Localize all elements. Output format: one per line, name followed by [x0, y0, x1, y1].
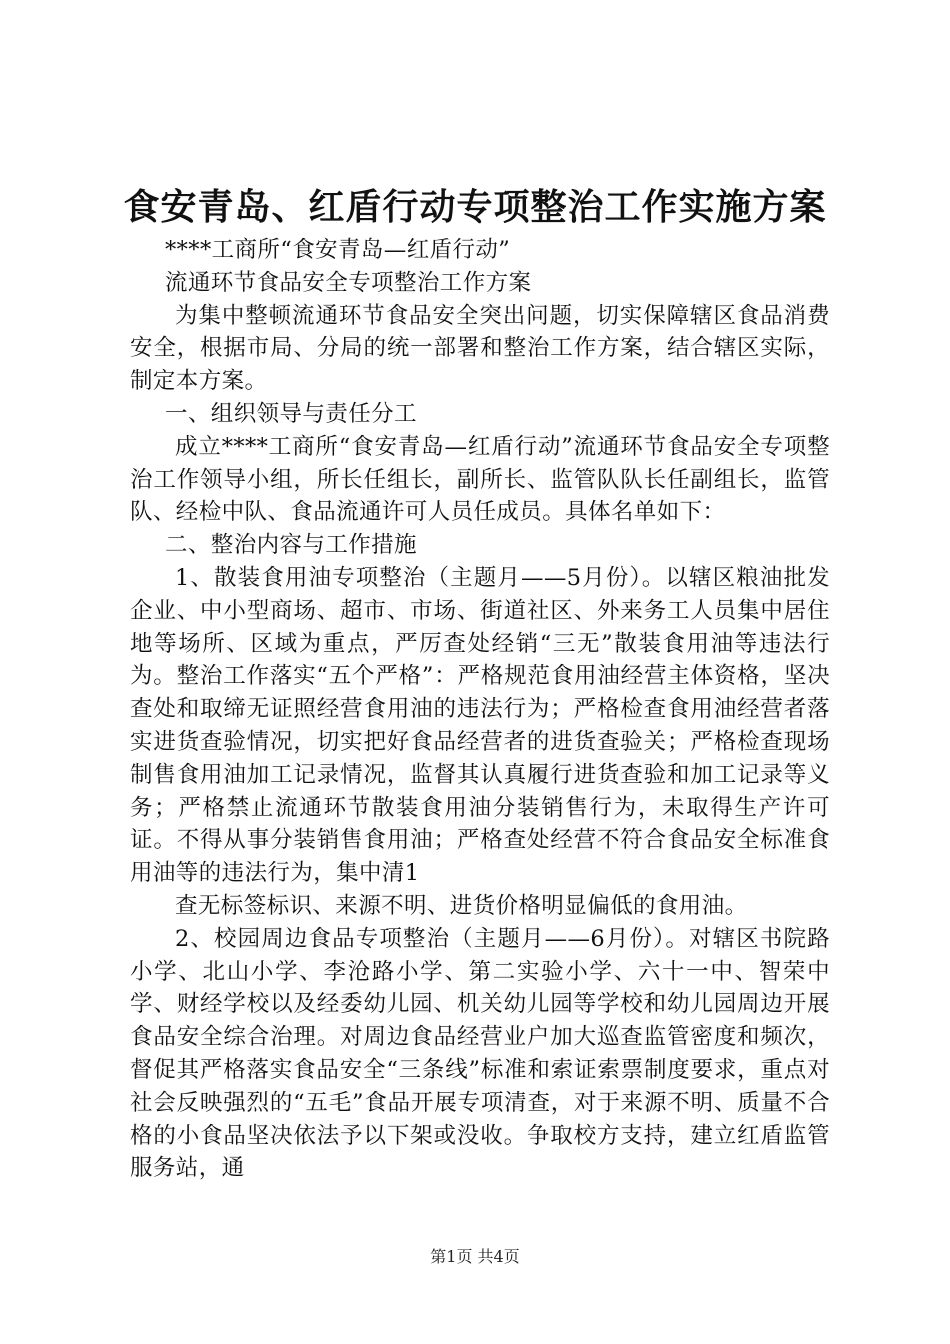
subtitle-line-1: ****工商所“食安青岛—红盾行动”	[165, 237, 511, 263]
paragraph-item-1: 1、散装食用油专项整治（主题月——5月份）。以辖区粮油批发企业、中小型商场、超市、市场、街道社区、外来务工人员集中居住地等场所、区域为重点，严厉查处经销“三无”散装食用油等违法行为。整治工作落实“五个严格”：严格规范食用油经营主体资格，坚决查处和取缔无证照经营食用油的违法行为；严格检查食用油经营者落实进货查验情况，切实把好食品经营者的进货查验关；严格检查现场制售食用油加工记录情况，监督其认真履行进货查验和加工记录等义务；严格禁止流通环节散装食用油分装销售行为，未取得生产许可证。不得从事分装销售食用油；严格查处经营不符合食品安全标准食用油等的违法行为，集中清1	[130, 564, 830, 887]
subtitle-line-2: 流通环节食品安全专项整治工作方案	[165, 269, 532, 296]
paragraph-organization: 成立****工商所“食安青岛—红盾行动”流通环节食品安全专项整治工作领导小组，所长任组长，副所长、监管队队长任副组长，监管队、经检中队、食品流通许可人员任成员。具体名单如下：	[130, 433, 830, 526]
paragraph-intro: 为集中整顿流通环节食品安全突出问题，切实保障辖区食品消费安全，根据市局、分局的统一部署和整治工作方案，结合辖区实际，制定本方案。	[130, 302, 830, 395]
document-body	[130, 234, 830, 1185]
paragraph-item-1-continued: 查无标签标识、来源不明、进货价格明显偏低的食用油。	[175, 892, 748, 919]
section-heading-1: 一、组织领导与责任分工	[165, 400, 417, 427]
page-number: 第1页 共4页	[430, 1247, 520, 1266]
paragraph-item-2: 2、校园周边食品专项整治（主题月——6月份）。对辖区书院路小学、北山小学、李沧路小学、第二实验小学、六十一中、智荣中学、财经学校以及经委幼儿园、机关幼儿园等学校和幼儿园周边开展食品安全综合治理。对周边食品经营业户加大巡查监管密度和频次，督促其严格落实食品安全“三条线”标准和索证索票制度要求，重点对社会反映强烈的“五毛”食品开展专项清查，对于来源不明、质量不合格的小食品坚决依法予以下架或没收。争取校方支持，建立红盾监管服务站，通	[130, 925, 830, 1182]
section-heading-2: 二、整治内容与工作措施	[165, 532, 417, 559]
document-title: 食安青岛、红盾行动专项整治工作实施方案	[123, 187, 827, 228]
